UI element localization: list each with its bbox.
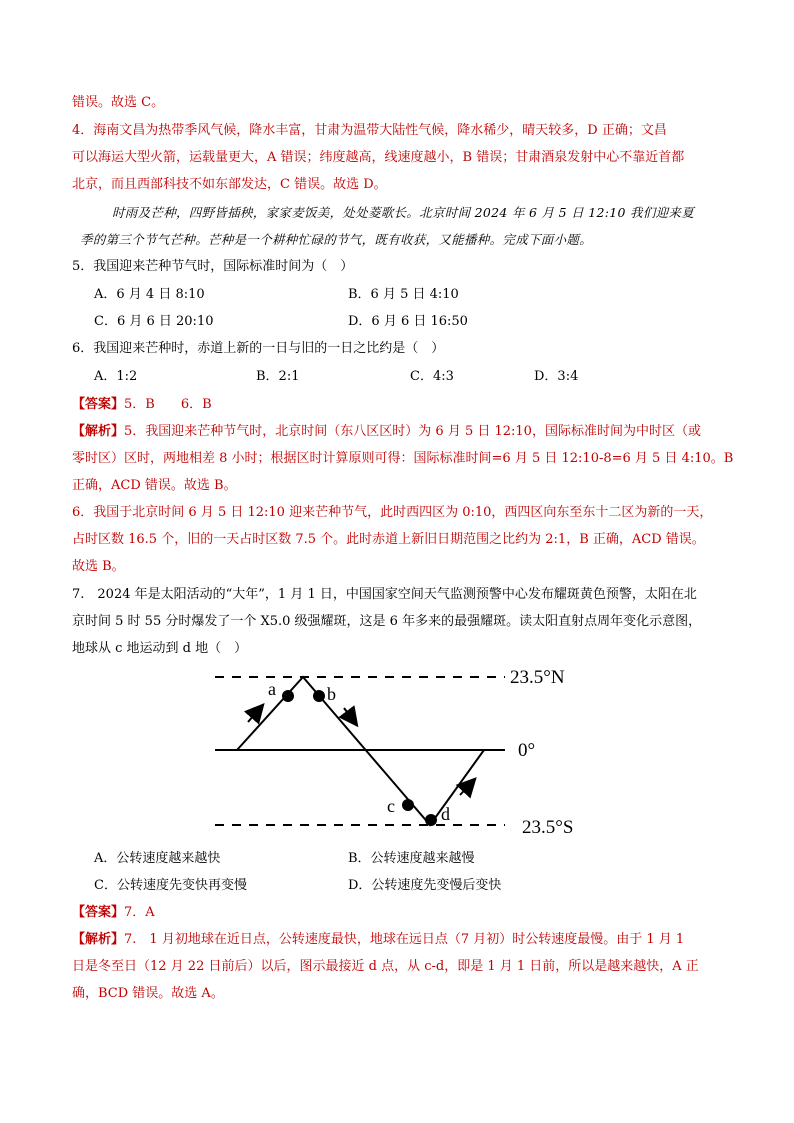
arrow-up-left xyxy=(248,706,262,722)
explanation-6-line-3: 故选 B。 xyxy=(72,559,125,574)
q6-option-a[interactable]: A．1:2 xyxy=(94,369,138,384)
explanation-7-line-2: 日是冬至日（12 月 22 日前后）以后，图示最接近 d 点，从 c-d，即是 1 月 1 日前，所以是越来越快，A 正 xyxy=(72,959,699,974)
point-b-label: b xyxy=(327,684,336,704)
q6-option-c[interactable]: C．4:3 xyxy=(410,369,454,384)
q6-option-d[interactable]: D．3:4 xyxy=(534,369,579,384)
point-a-label: a xyxy=(268,679,276,699)
q3-explanation-tail: 错误。故选 C。 xyxy=(72,95,165,110)
q7-stem-line-1: 7. 2024 年是太阳活动的“大年”，1 月 1 日，中国国家空间天气监测预警中心发布耀斑黄色预警，太阳在北 xyxy=(72,587,697,602)
explanation-6-line-1: 6．我国于北京时间 6 月 5 日 12:10 迎来芒种节气，此时西四区为 0:10，西四区向东至东十二区为新的一天， xyxy=(72,505,713,520)
answer-text: 5．B 6．B xyxy=(124,397,212,412)
arrow-down-right xyxy=(344,708,356,724)
subsolar-point-diagram xyxy=(0,660,794,840)
q7-stem-line-3: 地球从 c 地运动到 d 地（ ） xyxy=(72,641,248,656)
q7-option-b[interactable]: B．公转速度越来越慢 xyxy=(348,851,475,866)
passage-line-2: 季的第三个节气芒种。芒种是一个耕种忙碌的节气，既有收获，又能播种。完成下面小题。 xyxy=(80,232,593,247)
label-equator: 0° xyxy=(518,740,536,761)
q4-explanation-line-3: 北京，而且西部科技不如东部发达，C 错误。故选 D。 xyxy=(72,177,387,192)
point-b-dot xyxy=(313,690,325,702)
q5-option-b[interactable]: B．6 月 5 日 4:10 xyxy=(348,287,459,302)
point-c-label: c xyxy=(387,796,395,816)
q5-option-c[interactable]: C．6 月 6 日 20:10 xyxy=(94,314,214,329)
explanation-5-line-2: 零时区）区时，两地相差 8 小时；根据区时计算原则可得：国际标准时间=6 月 5 日 12:10-8=6 月 5 日 4:10。B xyxy=(72,451,734,466)
q5-option-a[interactable]: A．6 月 4 日 8:10 xyxy=(94,287,205,302)
label-23-5-n: 23.5°N xyxy=(510,667,565,688)
explanation-7-line-3: 确，BCD 错误。故选 A。 xyxy=(72,986,224,1001)
answer-tag: 【答案】 xyxy=(72,397,125,412)
answer-5-6 xyxy=(72,396,212,414)
explanation-tag: 【解析】 xyxy=(72,424,125,439)
explanation-7-tag: 【解析】 xyxy=(72,932,125,947)
q7-stem-line-2: 京时间 5 时 55 分时爆发了一个 X5.0 级强耀斑，这是 6 年多来的最强耀斑。读太阳直射点周年变化示意图， xyxy=(72,614,702,629)
answer-7 xyxy=(72,904,155,922)
q6-option-b[interactable]: B．2:1 xyxy=(256,369,300,384)
q5-stem: 5．我国迎来芒种节气时，国际标准时间为（ ） xyxy=(72,259,354,274)
q4-explanation-line-1: 4．海南文昌为热带季风气候，降水丰富，甘肃为温带大陆性气候，降水稀少，晴天较多，D 正确；文昌 xyxy=(72,123,667,138)
explanation-text: 5．我国迎来芒种节气时，北京时间（东八区区时）为 6 月 5 日 12:10，国际标准时间为中时区（或 xyxy=(124,424,701,439)
explanation-5-line-1 xyxy=(72,423,701,441)
point-a-dot xyxy=(282,690,294,702)
answer-7-tag: 【答案】 xyxy=(72,905,125,920)
answer-7-text: 7．A xyxy=(124,905,155,920)
point-d-dot xyxy=(425,814,437,826)
explanation-5-line-3: 正确，ACD 错误。故选 B。 xyxy=(72,478,237,493)
q7-option-c[interactable]: C．公转速度先变快再变慢 xyxy=(94,878,247,893)
explanation-6-line-2: 占时区数 16.5 个，旧的一天占时区数 7.5 个。此时赤道上新旧日期范围之比约为 2:1，B 正确，ACD 错误。 xyxy=(72,532,705,547)
point-c-dot xyxy=(402,799,414,811)
q4-explanation-line-2: 可以海运大型火箭，运载量更大，A 错误；纬度越高，线速度越小，B 错误；甘肃酒泉发射中心不靠近首都 xyxy=(72,150,685,165)
explanation-7-line-1 xyxy=(72,931,684,949)
passage-line-1: 时雨及芒种，四野皆插秧，家家麦饭美，处处菱歌长。北京时间 2024 年 6 月 5 日 12:10 我们迎来夏 xyxy=(112,205,695,220)
arrow-up-right xyxy=(460,780,474,795)
q7-option-a[interactable]: A．公转速度越来越快 xyxy=(94,851,221,866)
q7-option-d[interactable]: D．公转速度先变慢后变快 xyxy=(348,878,502,893)
label-23-5-s: 23.5°S xyxy=(522,817,574,838)
point-d-label: d xyxy=(441,804,450,824)
q6-stem: 6．我国迎来芒种时，赤道上新的一日与旧的一日之比约是（ ） xyxy=(72,341,445,356)
q5-option-d[interactable]: D．6 月 6 日 16:50 xyxy=(348,314,468,329)
explanation-7-text: 7. 1 月初地球在近日点，公转速度最快，地球在远日点（7 月初）时公转速度最慢。由于 1 月 1 xyxy=(124,932,685,947)
